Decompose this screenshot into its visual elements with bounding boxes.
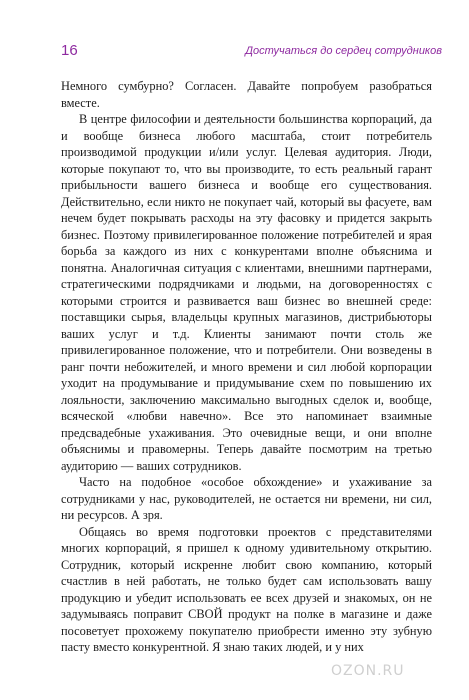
running-title: Достучаться до сердец сотрудников bbox=[245, 45, 442, 57]
ozon-watermark: OZON.RU bbox=[331, 663, 405, 679]
page-number: 16 bbox=[61, 42, 78, 59]
body-text bbox=[61, 78, 432, 656]
paragraph: Часто на подобное «особое обхождение» и ухаживание за сотрудниками у нас, руководителей, не остается ни времени, ни сил, ни ресурсов. А зря. bbox=[61, 475, 432, 522]
paragraph: Общаясь во время подготовки проектов с представителями многих корпораций, я пришел к одному удивительному открытию. Сотрудник, который искренне любит свою компанию, который счастлив в ней работать, не только будет сам использовать вашу продукцию и убедит использовать ее всех друзей и знакомых, он не задумываясь поправит СВОЙ продукт на полке в магазине и даже посоветует прохожему покупателю приобрести именно эту зубную пасту вместо конкурентной. Я знаю таких людей, и у них bbox=[61, 524, 432, 654]
paragraph: В центре философии и деятельности большинства корпораций, да и вообще бизнеса любого масштаба, стоит потребитель производимой продукции и/или услуг. Целевая аудитория. Люди, которые покупают то, что вы производите, то есть реальный гарант прибыльности вашего бизнеса и вообще его существования. Действительно, если никто не покупает чай, который вы фасуете, вам нечем будет покрывать расходы на эту фасовку и придется закрыть бизнес. Поэтому привилегированное положение потребителей и ярая борьба за каждого из них с конкурентами вполне объяснима и понятна. Аналогичная ситуация с клиентами, внешними партнерами, стратегическими подрядчиками и людьми, на договоренностях с которыми строится и развивается ваш бизнес во внешней среде: поставщики сырья, владельцы крупных магазинов, дистрибьюторы ваших услуг и т.д. Клиенты занимают почти столь же привилегированное положение, что и потребители. Они возведены в ранг почти небожителей, и много времени и сил любой корпорации уходит на продумывание и придумывание схем по повышению их лояльности, заключению максимально выгодных сделок и, вообще, всяческой «любви навечно». Все это напоминает взаимные предсвадебные ухаживания. Это очевидные вещи, и они вполне объяснимы и правомерны. Теперь давайте посмотрим на третью аудиторию — ваших сотрудников. bbox=[61, 112, 432, 473]
paragraph: Немного сумбурно? Согласен. Давайте попробуем разобраться вместе. bbox=[61, 79, 432, 110]
